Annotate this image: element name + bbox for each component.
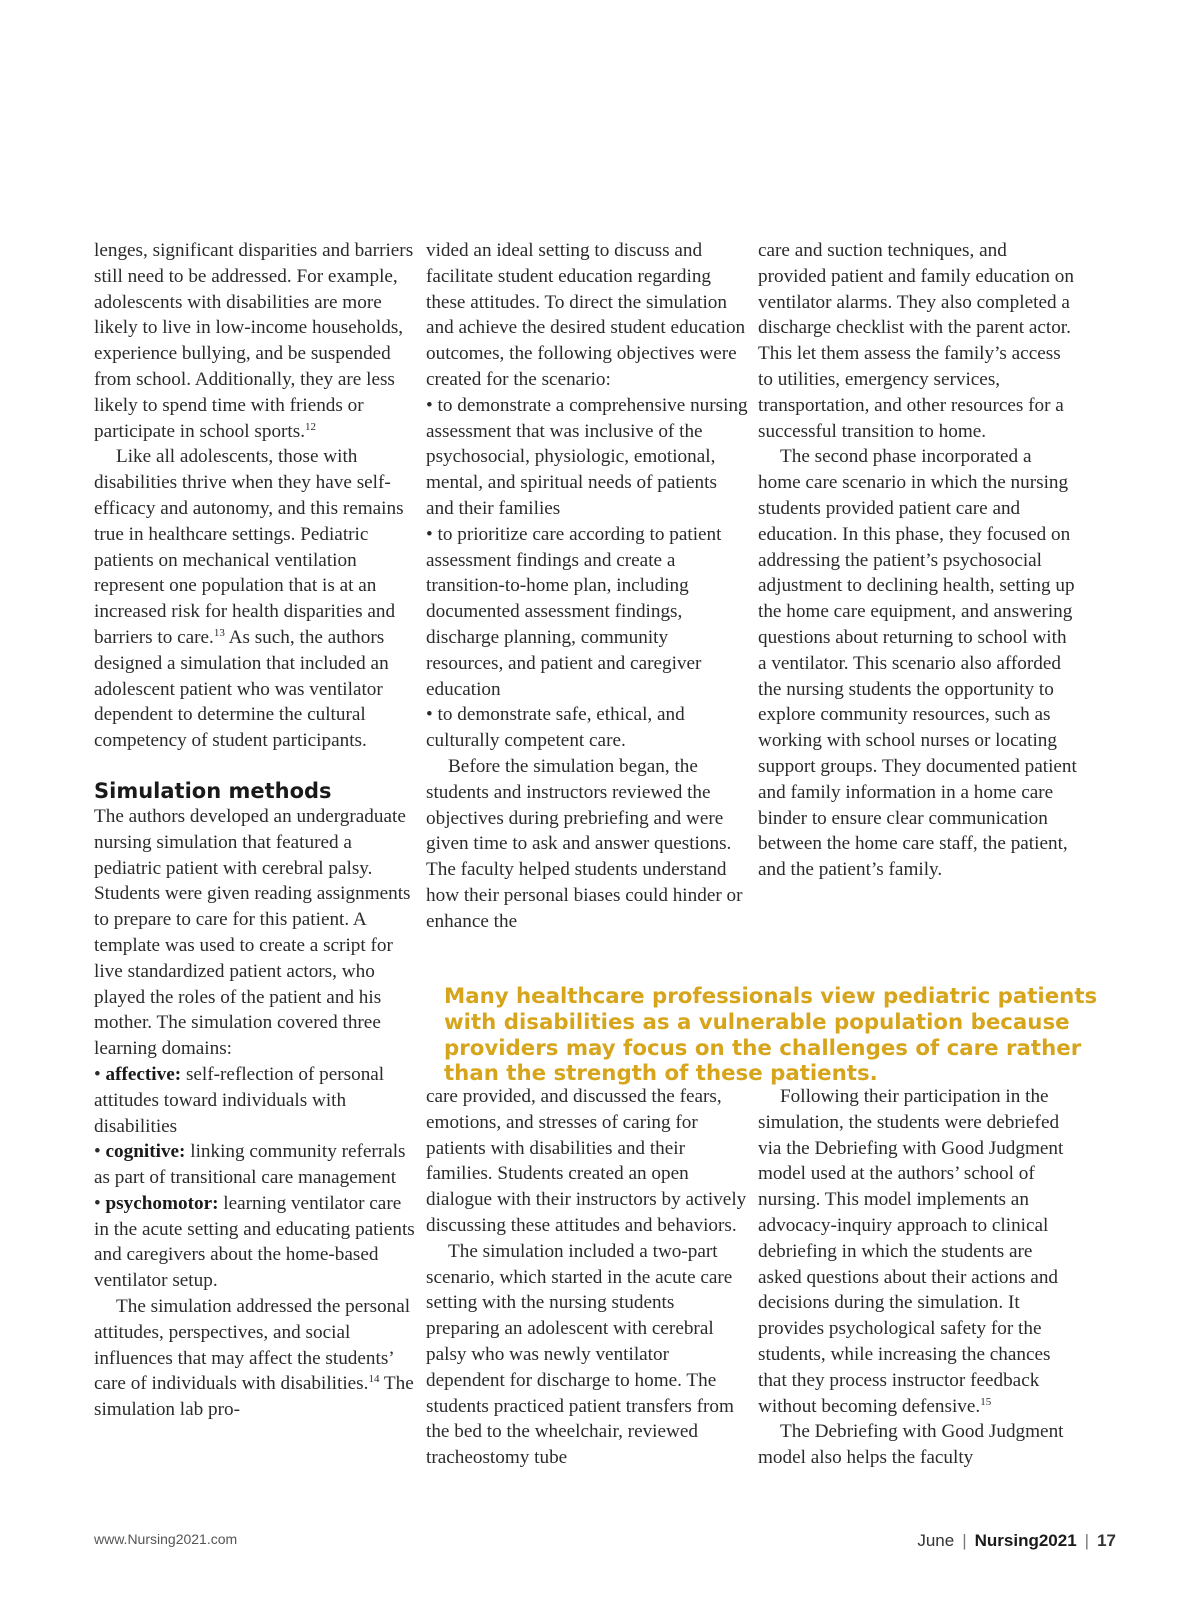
column-3-bottom — [758, 1084, 1078, 1471]
footer-url: www.Nursing2021.com — [94, 1531, 238, 1547]
footer-brand: Nursing2021 — [974, 1531, 1077, 1550]
col3-paragraph-4: The Debriefing with Good Judgment model also helps the faculty — [758, 1421, 1064, 1469]
col3-paragraph-1: care and suction techniques, and provided patient and family education on ventilator alarms. They also completed a discharge checklist with the parent actor. This let them assess the family’s access to utilities, emergency services, transportation, and other resources for a successful transition to home. — [758, 240, 1074, 442]
column-1 — [94, 238, 416, 1423]
col2-paragraph-1: vided an ideal setting to discuss and facilitate student education regarding these attitudes. To direct the simulation and achieve the desired student education outcomes, the following objectives were created for the scenario: — [426, 240, 746, 390]
col3-paragraph-2: The second phase incorporated a home care scenario in which the nursing students provided patient care and education. In this phase, they focused on addressing the patient’s psychosocial adjustment to declining health, setting up the home care equipment, and answering questions about returning to school with a ventilator. This scenario also afforded the nursing students the opportunity to explore community resources, such as working with school nurses or locating support groups. They documented patient and family information in a home care binder to ensure clear communication between the home care staff, the patient, and the patient’s family. — [758, 446, 1077, 881]
column-2-bottom — [426, 1084, 748, 1471]
column-2-top — [426, 238, 748, 935]
col1-paragraph-1: lenges, significant disparities and barriers still need to be addressed. For example, adolescents with disabilities are more likely to live in low-income households, experience bullying, and be suspended from school. Additionally, they are less likely to spend time with friends or participate in school sports.$^{12}$ — [94, 240, 414, 442]
page-number: 17 — [1097, 1531, 1116, 1550]
footer-folio — [917, 1531, 1116, 1551]
pull-quote: Many healthcare professionals view pediatric patients with disabilities as a vulnerable population because providers may focus on the challenges of care rather than the strength of these patients. — [444, 984, 1098, 1087]
objective-bullet-1: • to demonstrate a comprehensive nursing assessment that was inclusive of the psychosocial, physiologic, emotional, mental, and spiritual needs of patients and their families — [426, 394, 748, 519]
reference-13: 13 — [213, 626, 225, 639]
bullet-psychomotor: • psychomotor: learning ventilator care in the acute setting and educating patients and caregivers about the home-based ventilator setup. — [94, 1192, 415, 1292]
reference-15: 15 — [980, 1395, 992, 1408]
footer-divider: | — [1084, 1531, 1090, 1550]
col2-paragraph-3: care provided, and discussed the fears, emotions, and stresses of caring for patients with disabilities and their families. Students created an open dialogue with their instructors by actively discussing these attitudes and behaviors. — [426, 1086, 747, 1236]
col1-paragraph-4: The simulation addressed the personal attitudes, perspectives, and social influences that may affect the students’ care of individuals with disabilities.$^{14}$ The simulation lab pro- — [94, 1296, 414, 1421]
col1-paragraph-3: The authors developed an undergraduate nursing simulation that featured a pediatric patient with cerebral palsy. Students were given reading assignments to prepare to care for this patient. A template was used to create a script for live standardized patient actors, who played the roles of the patient and his mother. The simulation covered three learning domains: — [94, 805, 411, 1060]
section-heading: Simulation methods — [94, 778, 332, 803]
footer-divider: | — [962, 1531, 967, 1550]
bullet-affective: • affective: self-reflection of personal attitudes toward individuals with disabilities — [94, 1063, 385, 1137]
footer-month: June — [917, 1531, 955, 1550]
objective-bullet-2: • to prioritize care according to patient assessment findings and create a transition-to-home plan, including documented assessment findings, discharge planning, community resources, and patient and caregiver education — [426, 523, 722, 700]
reference-14: 14 — [368, 1373, 380, 1386]
col3-paragraph-3: Following their participation in the simulation, the students were debriefed via the Debriefing with Good Judgment model used at the authors’ school of nursing. This model implements an advocacy-inquiry approach to clinical debriefing in which the students are asked questions about their actions and decisions during the simulation. It provides psychological safety for the students, while increasing the chances that they process instructor feedback without becoming defensive.$^{15}$ — [758, 1086, 1064, 1417]
objective-bullet-3: • to demonstrate safe, ethical, and culturally competent care. — [426, 704, 685, 752]
col2-paragraph-2: Before the simulation began, the students and instructors reviewed the objectives during prebriefing and were given time to ask and answer questions. The faculty helped students understand how their personal biases could hinder or enhance the — [426, 755, 743, 932]
col2-paragraph-4: The simulation included a two-part scenario, which started in the acute care setting with the nursing students preparing an adolescent with cerebral palsy who was newly ventilator dependent for discharge to home. The students practiced patient transfers from the bed to the wheelchair, reviewed tracheostomy tube — [426, 1240, 734, 1469]
col1-paragraph-2: Like all adolescents, those with disabilities thrive when they have self-efficacy and autonomy, and this remains true in healthcare settings. Pediatric patients on mechanical ventilation represent one population that is at an increased risk for health disparities and barriers to care.$^{13}$ As such, the authors designed a simulation that included an adolescent patient who was ventilator dependent to determine the cultural competency of student participants. — [94, 446, 404, 752]
bullet-cognitive: • cognitive: linking community referrals as part of transitional care management — [94, 1141, 406, 1189]
column-3-top — [758, 238, 1078, 883]
reference-12: 12 — [305, 420, 317, 433]
